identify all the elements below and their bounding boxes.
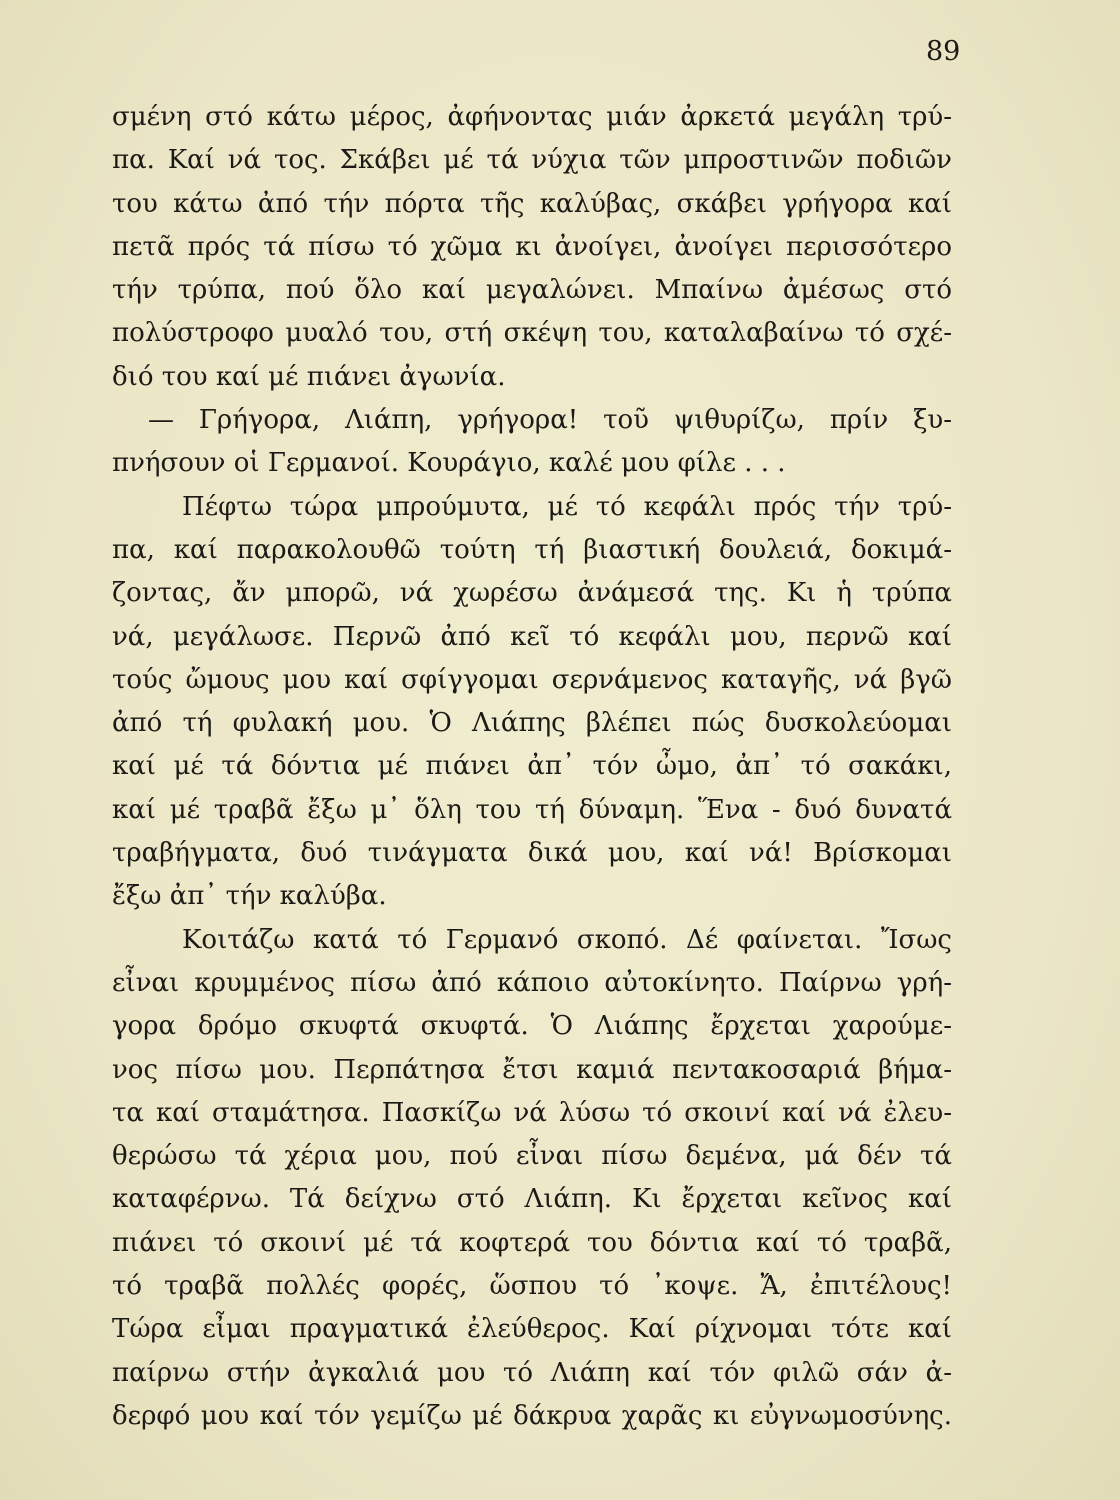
text-line: ἔξω ἀπ᾽ τήν καλύβα. — [112, 881, 387, 912]
text-line: Κοιτάζω κατά τό Γερμανό σκοπό. Δέ φαίνεται. Ἴσως — [182, 924, 952, 955]
text-line: πετᾶ πρός τά πίσω τό χῶμα κι ἀνοίγει, ἀνοίγει περισσότερο — [112, 231, 952, 262]
text-line: τήν τρύπα, πού ὅλο καί μεγαλώνει. Μπαίνω ἀμέσως στό — [112, 275, 952, 306]
text-line: πα, καί παρακολουθῶ τούτη τή βιαστική δουλειά, δοκιμά- — [112, 534, 952, 565]
text-line: παίρνω στήν ἀγκαλιά μου τό Λιάπη καί τόν φιλῶ σάν ἀ- — [112, 1357, 952, 1388]
text-line: Τώρα εἶμαι πραγματικά ἐλεύθερος. Καί ρίχνομαι τότε καί — [112, 1314, 952, 1345]
text-line: ἀπό τή φυλακή μου. Ὁ Λιάπης βλέπει πώς δυσκολεύομαι — [112, 708, 952, 739]
text-line: νά, μεγάλωσε. Περνῶ ἀπό κεῖ τό κεφάλι μου, περνῶ καί — [112, 621, 952, 652]
text-line: τούς ὤμους μου καί σφίγγομαι σερνάμενος καταγῆς, νά βγῶ — [112, 664, 952, 695]
page-number: 89 — [926, 36, 961, 67]
text-line: καταφέρνω. Τά δείχνω στό Λιάπη. Κι ἔρχεται κεῖνος καί — [112, 1184, 952, 1215]
text-line: πιάνει τό σκοινί μέ τά κοφτερά του δόντια καί τό τραβᾶ, — [112, 1227, 952, 1258]
text-line: θερώσω τά χέρια μου, πού εἶναι πίσω δεμένα, μά δέν τά — [112, 1141, 952, 1172]
text-line: τραβήγματα, δυό τινάγματα δικά μου, καί νά! Βρίσκομαι — [112, 838, 952, 869]
text-line: δερφό μου καί τόν γεμίζω μέ δάκρυα χαρᾶς κι εὐγνωμοσύνης. — [112, 1400, 952, 1431]
text-line: — Γρήγορα, Λιάπη, γρήγορα! τοῦ ψιθυρίζω, πρίν ξυ- — [148, 405, 952, 436]
text-line: διό του καί μέ πιάνει ἀγωνία. — [112, 361, 506, 392]
text-line: σμένη στό κάτω μέρος, ἀφήνοντας μιάν ἀρκετά μεγάλη τρύ- — [112, 102, 952, 132]
text-line: τό τραβᾶ πολλές φορές, ὥσπου τό ᾽κοψε. Ἄ, ἐπιτέλους! — [112, 1271, 952, 1302]
text-line: καί μέ τά δόντια μέ πιάνει ἀπ᾽ τόν ὦμο, ἀπ᾽ τό σακάκι, — [112, 751, 952, 782]
text-line: του κάτω ἀπό τήν πόρτα τῆς καλύβας, σκάβει γρήγορα καί — [112, 188, 952, 219]
text-line: πνήσουν οἱ Γερμανοί. Κουράγιο, καλέ μου φίλε . . . — [112, 448, 786, 479]
body-text — [112, 96, 952, 1438]
text-line: εἶναι κρυμμένος πίσω ἀπό κάποιο αὐτοκίνητο. Παίρνω γρή- — [112, 967, 952, 998]
text-line: Πέφτω τώρα μπρούμυτα, μέ τό κεφάλι πρός τήν τρύ- — [182, 491, 952, 522]
text-line: τα καί σταμάτησα. Πασκίζω νά λύσω τό σκοινί καί νά ἐλευ- — [112, 1097, 952, 1128]
text-line: γορα δρόμο σκυφτά σκυφτά. Ὁ Λιάπης ἔρχεται χαρούμε- — [112, 1011, 952, 1042]
text-line: πα. Καί νά τος. Σκάβει μέ τά νύχια τῶν μπροστινῶν ποδιῶν — [112, 145, 952, 176]
text-line: πολύστροφο μυαλό του, στή σκέψη του, καταλαβαίνω τό σχέ- — [112, 318, 952, 349]
text-line: νος πίσω μου. Περπάτησα ἔτσι καμιά πεντακοσαριά βήμα- — [112, 1054, 952, 1085]
text-line: ζοντας, ἄν μπορῶ, νά χωρέσω ἀνάμεσά της. Κι ἡ τρύπα — [112, 578, 952, 609]
text-line: καί μέ τραβᾶ ἔξω μ᾽ ὅλη του τή δύναμη. Ἕνα - δυό δυνατά — [112, 794, 952, 825]
